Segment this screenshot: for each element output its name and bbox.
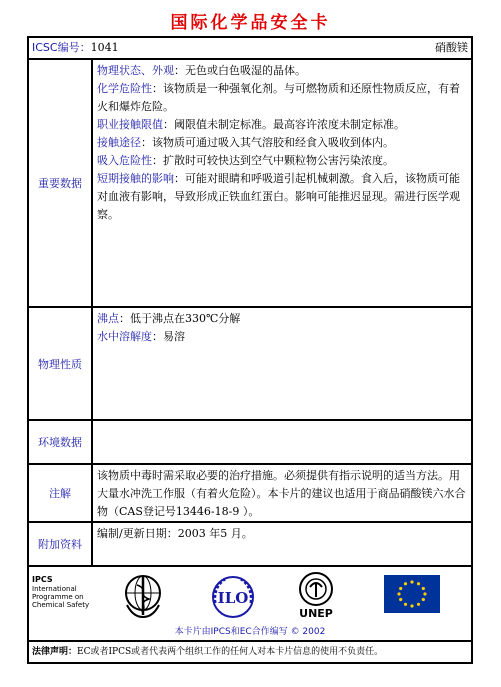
important-item: 职业接触限值：阈限值未制定标准。最高容许浓度未制定标准。 — [97, 118, 405, 131]
additional-info-label: 附加资料 — [29, 523, 93, 565]
legal-statement-label: 法律声明： — [32, 647, 78, 657]
physical-item: 水中溶解度：易溶 — [97, 330, 185, 343]
important-data-row — [29, 60, 471, 308]
important-item: 化学危险性：该物质是一种强氧化剂。与可燃物质和还原性物质反应，有着火和爆炸危险。 — [97, 82, 460, 113]
important-item: 吸入危险性：扩散时可较快达到空气中颗粒物公害污染浓度。 — [97, 154, 394, 167]
credit-line: 本卡片由IPCS和EC合作编写 © 2002 — [174, 627, 326, 637]
important-item: 物理状态、外观：无色或白色吸湿的晶体。 — [97, 64, 306, 77]
physical-properties-content — [94, 308, 471, 346]
environment-data-row — [29, 421, 471, 465]
safety-card — [27, 36, 473, 664]
icsc-number-label: ICSC编号：1041 — [32, 41, 119, 54]
icsc-header-row — [29, 38, 471, 60]
physical-item: 沸点：低于沸点在330℃分解 — [97, 312, 241, 325]
ipcs-logo-text: IPCS International Programme on Chemical Safety — [32, 575, 90, 609]
svg-text:ILO: ILO — [217, 589, 249, 607]
who-emblem-icon — [121, 571, 165, 621]
important-item: 接触途径：该物质可通过吸入其气溶胶和经食入吸收到体内。 — [97, 136, 394, 149]
legal-statement-text: EC或者IPCS或者代表两个组织工作的任何人对本卡片信息的使用不负责任。 — [77, 647, 384, 657]
unep-emblem-icon — [294, 571, 338, 607]
unep-label: UNEP — [299, 607, 333, 620]
physical-properties-row — [29, 308, 471, 421]
chemical-name: 硝酸镁 — [435, 41, 468, 54]
eu-flag-icon — [384, 575, 440, 613]
notes-label: 注解 — [29, 465, 93, 521]
card-title: 国际化学品安全卡 — [170, 13, 331, 33]
legal-statement — [32, 642, 383, 662]
logo-strip — [29, 567, 471, 642]
important-item: 短期接触的影响：可能对眼睛和呼吸道引起机械刺激。食入后，该物质可能对血液有影响，导致形成正铁血红蛋白。影响可能推迟显现。需进行医学观察。 — [97, 172, 460, 221]
important-data-label: 重要数据 — [29, 60, 93, 306]
physical-properties-label: 物理性质 — [29, 308, 93, 419]
important-data-content — [94, 60, 471, 224]
environment-data-label: 环境数据 — [29, 421, 93, 463]
icsc-number: 1041 — [90, 41, 119, 54]
notes-row — [29, 465, 471, 523]
additional-info-content: 编制/更新日期：2003 年5 月。 — [97, 527, 253, 540]
environment-data-content — [94, 421, 471, 423]
ilo-emblem-icon — [209, 573, 257, 621]
additional-info-row — [29, 523, 471, 567]
notes-content: 该物质中毒时需采取必要的治疗措施。必须提供有指示说明的适当方法。用大量水冲洗工作服（有着火危险）。本卡片的建议也适用于商品硝酸镁六水合物（CAS登记号13446-18-9 ）。 — [97, 469, 466, 518]
